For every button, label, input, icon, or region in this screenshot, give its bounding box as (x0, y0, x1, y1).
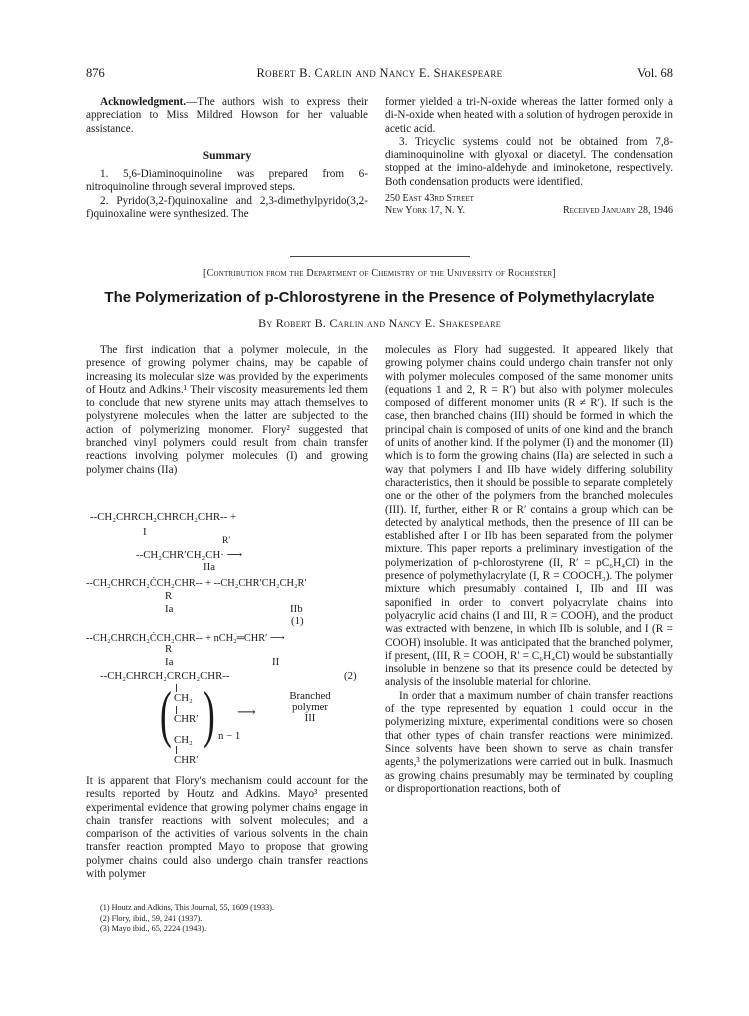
article-title: The Polymerization of p-Chlorostyrene in the Presence of Polymethylacrylate (104, 289, 655, 306)
eq-label-Ia-2: Ia (165, 656, 174, 668)
eq-line-2: --CH₂CHR′CH₂CH· ⟶ (136, 549, 243, 561)
address-block (385, 192, 673, 222)
footnote-3: (3) Mayo ibid., 65, 2224 (1943). (100, 924, 207, 934)
eq-label-II: II (272, 656, 280, 668)
volume-label: Vol. 68 (637, 66, 673, 80)
summary-item-1: 1. 5,6-Diaminoquinoline was prepared from 6-nitroquinoline through several improved steps. (86, 168, 368, 194)
eq-line-3-r: R (165, 590, 173, 602)
eq-number-2: (2) (344, 670, 357, 682)
branched-label: Branched polymer III (289, 690, 331, 724)
received-date: Received January 28, 1946 (562, 205, 673, 217)
running-header (86, 66, 673, 82)
eq-line-2-sup: R′ (222, 536, 231, 546)
footnote-2: (2) Flory, ibid., 59, 241 (1937). (100, 913, 203, 923)
branch-ch2: CH₂ (174, 692, 193, 704)
running-title: Robert B. Carlin and Nancy E. Shakespeare (256, 66, 503, 80)
right-column (385, 344, 673, 796)
left-paren: ( (160, 678, 172, 749)
eq-line-5: --CH₂CHRCH₂CRCH₂CHR-- (100, 670, 230, 682)
eq-line-3: --CH₂CHRCH₂ĊCH₂CHR-- + --CH₂CHR′CH₂CH₂R′ (86, 578, 307, 589)
page-number: 876 (86, 66, 105, 80)
prev-article-left-column (86, 96, 368, 221)
eq-label-IIb: IIb (290, 603, 303, 615)
eq-line-1: --CH₂CHRCH₂CHRCH₂CHR-- + (90, 511, 237, 523)
paragraph: In order that a maximum number of chain transfer reactions of the type represented by equation 1 could occur in the polymerizing mixture, experimental conditions were so chosen that other types of chain transfer reactions were minimized. Since solvents have been shown to serve as chain transfer agents,³ the polymerizations were carried out in bulk. Inasmuch as growing chains presumably may be terminated by coupling or disproportionation reactions, both of (385, 689, 673, 795)
address-line-1: 250 East 43rd Street (385, 193, 474, 205)
summary-heading: Summary (202, 149, 252, 162)
left-column-intro (86, 344, 368, 477)
branch-arrow: ⟶ (237, 704, 256, 719)
eq-line-4-r: R (165, 643, 173, 655)
bond-line (176, 684, 177, 692)
paragraph: molecules as Flory had suggested. It appeared likely that growing polymer chains could undergo chain transfer not only with polymer molecules composed of the same monomer units (equations 1 and 2, R = R′) but also with polymer molecules composed of different monomer units (R ≠ R′). If such is the case, then branched chains (III) should be formed in which the principal chain is composed of units of one kind and the branch of units of another kind. If the polymer (I) and the monomer (II) which is to form the growing chains (IIa) are selected in such a way that polymers I and IIb have widely differing solubility characteristics, then it should be possible to separate completely one or the other of the polymers from the branched molecules (III). If, further, either R or R′ contains a group which can be detected by analytical methods, then the presence of III can be established after I or IIb has been separated from the polymer mixture. This paper reports a preliminary investigation of the polymerization of p-chlorostyrene (II, R′ = pC₆H₄Cl) in the presence of polymethylacrylate (I, R = COOCH₃). The polymer mixture which presumably contained I, IIb and III was saponified in order to convert polyacrylate chains into polyacrylic acid chains (I and III, R = COOH), and the product was extracted with benzene, in which IIb is soluble, and I (R = COOH) insoluble. It was anticipated that the branched polymer, if present, (III, R = COOH, R′ = C₆H₄Cl) would be substantially insoluble in benzene so that its presence could be detected by analysis of the insoluble material for chlorine. (385, 344, 673, 689)
branch-chr: CHR′ (174, 713, 199, 725)
branch-chr-2: CHR′ (174, 754, 199, 766)
bond-line (176, 746, 177, 754)
eq-number-1: (1) (291, 615, 304, 627)
section-divider (290, 256, 470, 257)
eq-label-Ia: Ia (165, 603, 174, 615)
paragraph: It is apparent that Flory's mechanism could account for the results reported by Houtz and Adkins. Mayo³ presented experimental evidence that growing polymer chains engage in chain transfer reactions with solvent molecules; and a comparison of the activities of various solvents in the chain transfer reaction prompted Mayo to propose that growing polymer chains could also undergo chain transfer reactions with polymer (86, 775, 368, 881)
eq-label-IIa: IIa (203, 561, 215, 573)
repeat-count: n − 1 (218, 730, 241, 742)
left-column-cont (86, 775, 368, 881)
eq-label-I: I (143, 526, 147, 538)
address-line-2: New York 17, N. Y. (385, 205, 466, 217)
footnotes (100, 903, 368, 935)
eq-line-4: --CH₂CHRCH₂ĊCH₂CHR-- + nCH₂═CHR′ ⟶ (86, 633, 285, 644)
summary-item-3: 3. Tricyclic systems could not be obtained from 7,8-diaminoquinoline with glyoxal or diacetyl. The condensation stopped at the imino-aldehyde and iminoketone, respectively. Both condensation products were identified. (385, 135, 673, 188)
prev-article-right-column (385, 96, 673, 222)
contribution-line: [Contribution from the Department of Chemistry of the University of Rochester] (203, 268, 556, 279)
paragraph: The first indication that a polymer molecule, in the presence of growing polymer chains, may be capable of increasing its molecular size was provided by the experiments of Houtz and Adkins.¹ Their viscosity measurements led them to conclude that new styrene units may attach themselves to polystyrene molecules when the latter are subjected to the action of polymerizing monomer. Flory² suggested that branched vinyl polymers could result from chain transfer reactions involving polymer molecules (I) and growing polymer chains (IIa) (86, 344, 368, 476)
byline: By Robert B. Carlin and Nancy E. Shakespeare (258, 316, 501, 330)
acknowledgment: Acknowledgment.—The authors wish to express their appreciation to Miss Mildred Howson for her valuable assistance. (86, 96, 368, 135)
summary-item-2-cont: former yielded a tri-N-oxide whereas the latter formed only a di-N-oxide when heated with a solution of hydrogen peroxide in acetic acid. (385, 96, 674, 135)
branch-ch2-2: CH₂ (174, 734, 193, 746)
footnote-1: (1) Houtz and Adkins, This Journal, 55, 1609 (1933). (100, 903, 275, 912)
right-paren: ) (203, 678, 215, 749)
summary-item-2: 2. Pyrido(3,2-f)quinoxaline and 2,3-dimethylpyrido(3,2-f)quinoxaline were synthesized. The (86, 194, 368, 221)
